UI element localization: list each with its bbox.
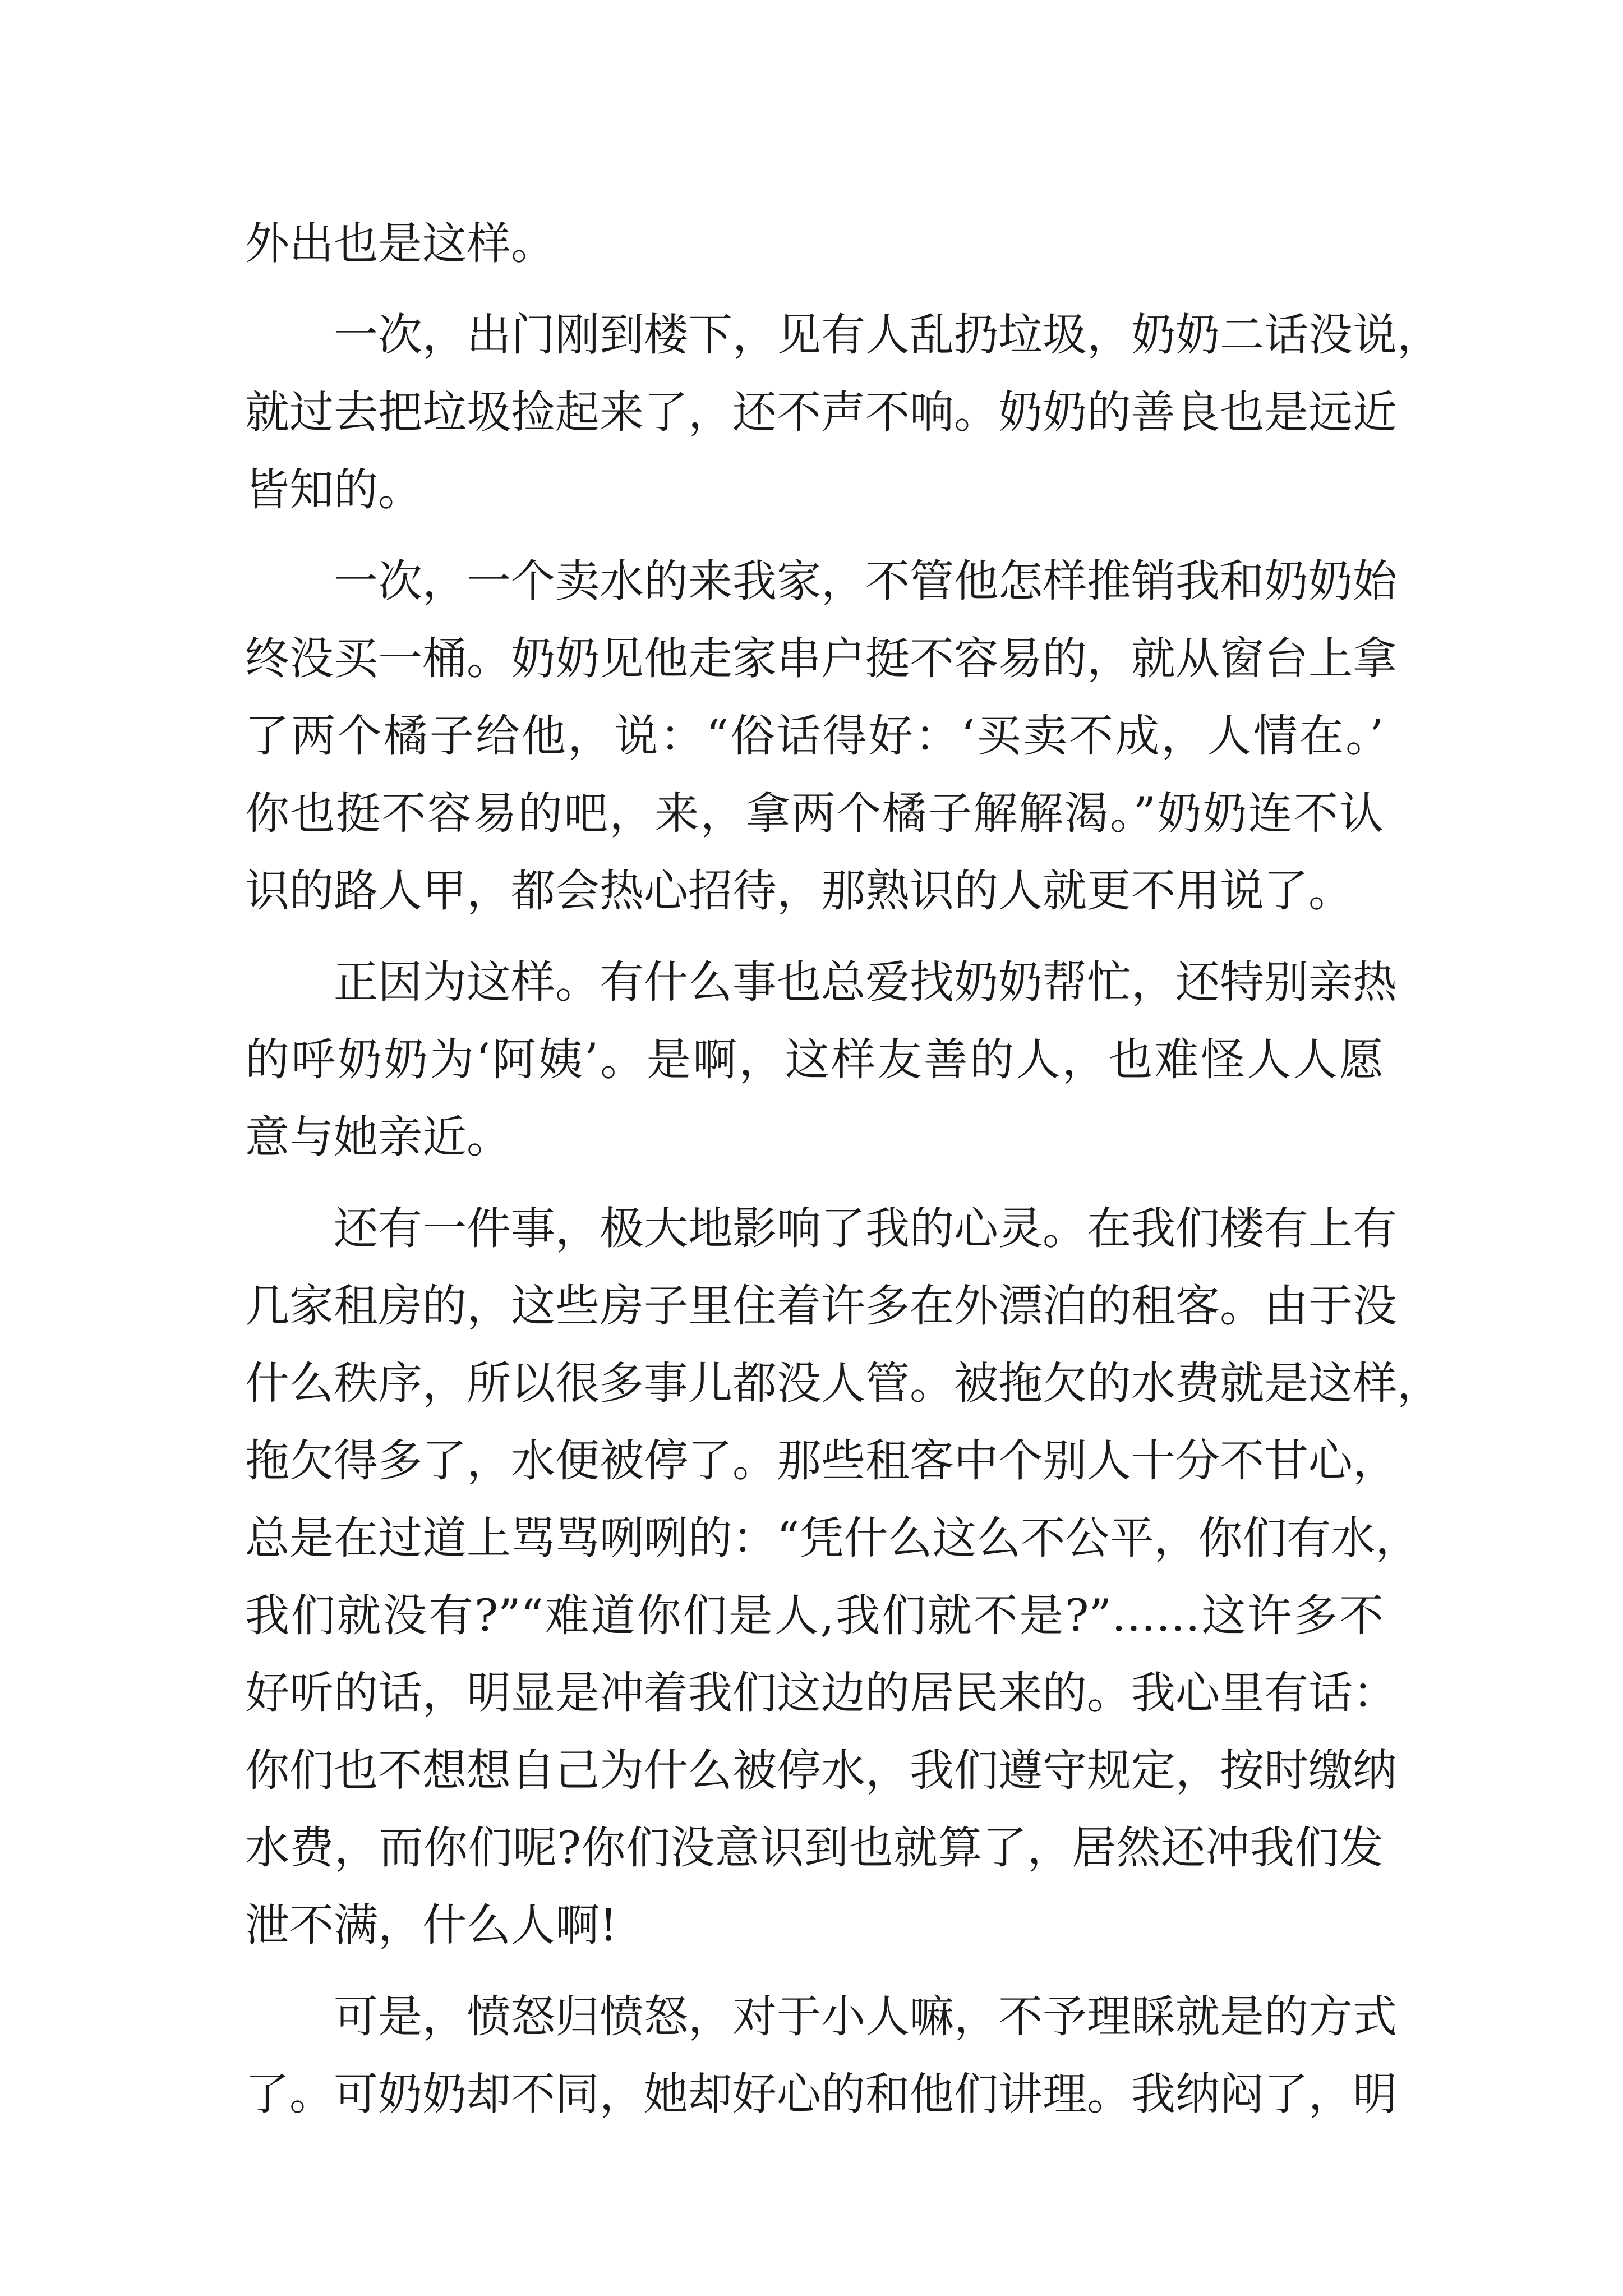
text-line: 泄不满，什么人啊!: [245, 1899, 617, 1951]
text-line: 可是，愤怒归愤怒，对于小人嘛，不予理睬就是的方式: [334, 1991, 1397, 2042]
text-line: 的呼奶奶为‘阿姨’。是啊，这样友善的人，也难怪人人愿: [245, 1034, 1384, 1085]
text-line: 你们也不想想自己为什么被停水，我们遵守规定，按时缴纳: [245, 1745, 1397, 1796]
paragraph-gap: [245, 1964, 1384, 1978]
paragraph-gap: [245, 1176, 1384, 1190]
text-line: 一次，一个卖水的来我家，不管他怎样推销我和奶奶始: [334, 555, 1397, 607]
text-line: 识的路人甲，都会热心招待，那熟识的人就更不用说了。: [245, 865, 1353, 917]
text-line: 就过去把垃圾捡起来了，还不声不响。奶奶的善良也是远近: [245, 386, 1397, 438]
text-line: 终没买一桶。奶奶见他走家串户挺不容易的，就从窗台上拿: [245, 633, 1397, 684]
paragraph: [245, 542, 1397, 930]
text-line: 你也挺不容易的吧，来，拿两个橘子解解渴。”奶奶连不认: [245, 788, 1384, 839]
text-line: 一次，出门刚到楼下，见有人乱扔垃圾，奶奶二话没说，: [334, 309, 1441, 361]
text-line: 外出也是这样。: [245, 218, 555, 269]
paragraph: [245, 296, 1441, 528]
paragraph: [245, 205, 1384, 282]
body-text: [245, 205, 1441, 2133]
text-line: 皆知的。: [245, 464, 422, 516]
paragraph: [245, 1978, 1397, 2133]
text-line: 几家租房的，这些房子里住着许多在外漂泊的租客。由于没: [245, 1280, 1397, 1332]
text-line: 意与她亲近。: [245, 1111, 511, 1163]
paragraph: [245, 1190, 1441, 1964]
paragraph-gap: [245, 930, 1384, 944]
text-line: 了两个橘子给他，说：“俗话得好：‘买卖不成，人情在。’: [245, 710, 1384, 762]
text-line: 水费，而你们呢?你们没意识到也就算了，居然还冲我们发: [245, 1822, 1384, 1874]
text-line: 什么秩序，所以很多事儿都没人管。被拖欠的水费就是这样，: [245, 1358, 1441, 1409]
text-line: 拖欠得多了，水便被停了。那些租客中个别人十分不甘心，: [245, 1435, 1397, 1487]
paragraph-gap: [245, 282, 1384, 296]
text-line: 我们就没有?”“难道你们是人,我们就不是?”……这许多不: [245, 1590, 1384, 1641]
text-line: 了。可奶奶却不同，她却好心的和他们讲理。我纳闷了，明: [245, 2068, 1397, 2120]
text-line: 还有一件事，极大地影响了我的心灵。在我们楼有上有: [334, 1203, 1397, 1254]
text-line: 正因为这样。有什么事也总爱找奶奶帮忙，还特别亲热: [334, 956, 1397, 1008]
text-line: 好听的话，明显是冲着我们这边的居民来的。我心里有话：: [245, 1667, 1397, 1719]
paragraph-gap: [245, 528, 1384, 542]
text-line: 总是在过道上骂骂咧咧的：“凭什么这么不公平，你们有水，: [245, 1512, 1420, 1564]
paragraph: [245, 944, 1397, 1176]
